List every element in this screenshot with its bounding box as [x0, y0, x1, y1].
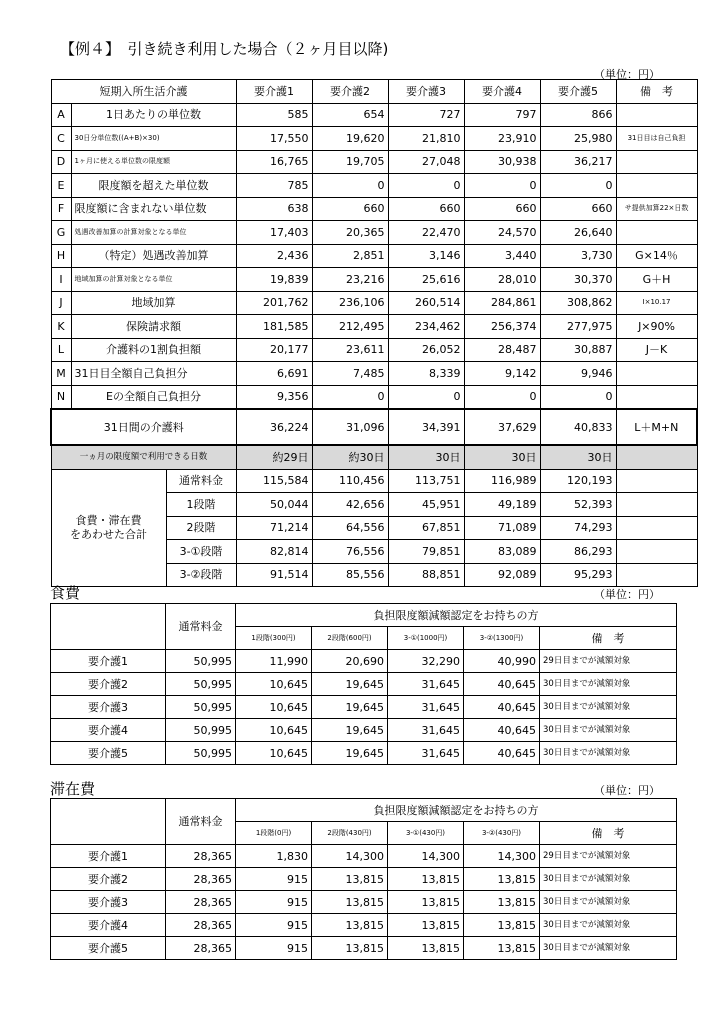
value-cell: 19,839	[236, 268, 312, 292]
value-cell: 31,645	[388, 742, 464, 765]
combined-row	[51, 469, 697, 493]
stage-header: 2段階(430円)	[312, 822, 388, 845]
note-cell	[616, 469, 697, 493]
note-cell: 31日目は自己負担	[616, 127, 697, 151]
value-cell: 17,550	[236, 127, 312, 151]
value-cell: 7,485	[312, 362, 388, 386]
value-cell: 14,300	[464, 845, 540, 868]
table-row	[51, 174, 697, 198]
normal-header: 通常料金	[166, 604, 236, 650]
value-cell: 31,645	[388, 673, 464, 696]
value-cell: 120,193	[540, 469, 616, 493]
value-cell: 13,815	[388, 937, 464, 960]
row-key: F	[51, 197, 71, 221]
row-key: C	[51, 127, 71, 151]
days-label: 一ヵ月の限度額で利用できる日数	[51, 445, 236, 469]
days-note	[616, 445, 697, 469]
value-cell: 1,830	[236, 845, 312, 868]
note-cell	[616, 385, 697, 409]
row-label: 1ヶ月に使える単位数の限度額	[71, 150, 236, 174]
value-cell: 277,975	[540, 315, 616, 339]
table-row	[51, 244, 697, 268]
value-cell: 32,290	[388, 650, 464, 673]
food-unit-label: （単位：円）	[594, 588, 660, 601]
table-row	[51, 150, 697, 174]
note-cell: J－K	[616, 338, 697, 362]
header-cell: 要介護4	[464, 80, 540, 104]
value-cell: 27,048	[388, 150, 464, 174]
table-row	[51, 696, 677, 719]
value-cell: 660	[312, 197, 388, 221]
row-key: N	[51, 385, 71, 409]
note-cell: G＋H	[616, 268, 697, 292]
value-cell: 212,495	[312, 315, 388, 339]
header-cell: 要介護5	[540, 80, 616, 104]
care-level: 要介護1	[51, 845, 166, 868]
days-value: 30日	[388, 445, 464, 469]
value-cell: 30,370	[540, 268, 616, 292]
note-cell: 30日目までが減額対象	[540, 696, 677, 719]
value-cell: 8,339	[388, 362, 464, 386]
note-header: 備 考	[540, 822, 677, 845]
value-cell: 85,556	[312, 563, 388, 587]
value-cell: 13,815	[312, 914, 388, 937]
row-label: 地域加算	[71, 291, 236, 315]
value-cell: 64,556	[312, 516, 388, 540]
value-cell: 16,765	[236, 150, 312, 174]
value-cell: 67,851	[388, 516, 464, 540]
total-value: 40,833	[540, 409, 616, 445]
care-level: 要介護3	[51, 696, 166, 719]
note-cell: J×90%	[616, 315, 697, 339]
note-cell: 30日目までが減額対象	[540, 914, 677, 937]
unit-label: （単位：円）	[594, 68, 660, 81]
table-row	[51, 338, 697, 362]
note-cell	[616, 221, 697, 245]
table-row	[51, 291, 697, 315]
value-cell: 83,089	[464, 540, 540, 564]
value-cell: 50,995	[166, 719, 236, 742]
value-cell: 0	[388, 385, 464, 409]
sub-header-row	[51, 799, 677, 822]
combined-label-line1: 食費・滞在費	[75, 514, 142, 528]
value-cell: 40,645	[464, 719, 540, 742]
value-cell: 13,815	[388, 868, 464, 891]
value-cell: 86,293	[540, 540, 616, 564]
stay-table	[50, 798, 677, 960]
value-cell: 3,146	[388, 244, 464, 268]
value-cell: 14,300	[312, 845, 388, 868]
value-cell: 22,470	[388, 221, 464, 245]
total-value: 34,391	[388, 409, 464, 445]
value-cell: 0	[312, 385, 388, 409]
value-cell: 260,514	[388, 291, 464, 315]
main-header-row	[51, 80, 697, 104]
row-label: 30日分単位数((A+B)×30)	[71, 127, 236, 151]
value-cell: 915	[236, 914, 312, 937]
stay-unit-label: （単位：円）	[594, 784, 660, 797]
value-cell: 11,990	[236, 650, 312, 673]
value-cell: 25,616	[388, 268, 464, 292]
table-row	[51, 268, 697, 292]
table-row	[51, 868, 677, 891]
value-cell: 23,611	[312, 338, 388, 362]
value-cell: 3,440	[464, 244, 540, 268]
note-cell	[616, 362, 697, 386]
group-header: 負担限度額減額認定をお持ちの方	[236, 604, 677, 627]
value-cell: 638	[236, 197, 312, 221]
value-cell: 9,142	[464, 362, 540, 386]
row-key: K	[51, 315, 71, 339]
row-key: H	[51, 244, 71, 268]
value-cell: 23,910	[464, 127, 540, 151]
table-row	[51, 914, 677, 937]
value-cell: 28,010	[464, 268, 540, 292]
value-cell: 236,106	[312, 291, 388, 315]
value-cell: 31,645	[388, 719, 464, 742]
stage-header: 3-①(1000円)	[388, 627, 464, 650]
value-cell: 3,730	[540, 244, 616, 268]
value-cell: 6,691	[236, 362, 312, 386]
value-cell: 19,705	[312, 150, 388, 174]
normal-header: 通常料金	[166, 799, 236, 845]
row-key: G	[51, 221, 71, 245]
group-header: 負担限度額減額認定をお持ちの方	[236, 799, 677, 822]
row-key: M	[51, 362, 71, 386]
stage-header: 3-①(430円)	[388, 822, 464, 845]
value-cell: 40,645	[464, 673, 540, 696]
row-label: 保険請求額	[71, 315, 236, 339]
value-cell: 660	[540, 197, 616, 221]
row-key: D	[51, 150, 71, 174]
note-cell: 29日目までが減額対象	[540, 650, 677, 673]
row-label: 処遇改善加算の計算対象となる単位	[71, 221, 236, 245]
value-cell: 19,645	[312, 742, 388, 765]
table-row	[51, 197, 697, 221]
note-cell: 30日目までが減額対象	[540, 742, 677, 765]
value-cell: 19,645	[312, 696, 388, 719]
value-cell: 0	[540, 174, 616, 198]
care-level: 要介護4	[51, 914, 166, 937]
value-cell: 91,514	[236, 563, 312, 587]
note-cell: 30日目までが減額対象	[540, 937, 677, 960]
total-value: 31,096	[312, 409, 388, 445]
table-row	[51, 845, 677, 868]
table-row	[51, 650, 677, 673]
note-cell	[616, 516, 697, 540]
value-cell: 50,995	[166, 696, 236, 719]
value-cell: 915	[236, 891, 312, 914]
table-row	[51, 221, 697, 245]
value-cell: 19,645	[312, 673, 388, 696]
stage-header: 2段階(600円)	[312, 627, 388, 650]
value-cell: 76,556	[312, 540, 388, 564]
value-cell: 74,293	[540, 516, 616, 540]
value-cell: 915	[236, 937, 312, 960]
value-cell: 30,887	[540, 338, 616, 362]
value-cell: 585	[236, 103, 312, 127]
value-cell: 20,690	[312, 650, 388, 673]
value-cell: 13,815	[464, 891, 540, 914]
note-header: 備 考	[540, 627, 677, 650]
note-cell	[616, 540, 697, 564]
days-value: 約30日	[312, 445, 388, 469]
value-cell: 915	[236, 868, 312, 891]
table-row	[51, 742, 677, 765]
table-row	[51, 673, 677, 696]
days-value: 30日	[540, 445, 616, 469]
sub-header-row	[51, 604, 677, 627]
value-cell: 19,645	[312, 719, 388, 742]
note-cell: 30日目までが減額対象	[540, 891, 677, 914]
note-cell: サ提供加算22×日数	[616, 197, 697, 221]
note-cell: 29日目までが減額対象	[540, 845, 677, 868]
value-cell: 110,456	[312, 469, 388, 493]
value-cell: 20,177	[236, 338, 312, 362]
stage-header: 3-②(1300円)	[464, 627, 540, 650]
note-cell	[616, 103, 697, 127]
care-level: 要介護5	[51, 742, 166, 765]
value-cell: 26,052	[388, 338, 464, 362]
value-cell: 234,462	[388, 315, 464, 339]
note-cell	[616, 174, 697, 198]
value-cell: 40,990	[464, 650, 540, 673]
value-cell: 28,487	[464, 338, 540, 362]
row-key: L	[51, 338, 71, 362]
value-cell: 13,815	[464, 868, 540, 891]
value-cell: 50,995	[166, 650, 236, 673]
combined-name: 通常料金	[166, 469, 236, 493]
row-label: Eの全額自己負担分	[71, 385, 236, 409]
note-cell: I×10.17	[616, 291, 697, 315]
value-cell: 13,815	[388, 891, 464, 914]
value-cell: 866	[540, 103, 616, 127]
value-cell: 49,189	[464, 493, 540, 517]
note-cell: 30日目までが減額対象	[540, 673, 677, 696]
value-cell: 0	[388, 174, 464, 198]
value-cell: 10,645	[236, 742, 312, 765]
row-label: （特定）処遇改善加算	[71, 244, 236, 268]
row-key: A	[51, 103, 71, 127]
value-cell: 45,951	[388, 493, 464, 517]
value-cell: 88,851	[388, 563, 464, 587]
total-value: 36,224	[236, 409, 312, 445]
care-level: 要介護2	[51, 673, 166, 696]
total-value: 37,629	[464, 409, 540, 445]
value-cell: 25,980	[540, 127, 616, 151]
value-cell: 79,851	[388, 540, 464, 564]
value-cell: 116,989	[464, 469, 540, 493]
header-cell: 短期入所生活介護	[51, 80, 236, 104]
note-cell: G×14％	[616, 244, 697, 268]
value-cell: 10,645	[236, 719, 312, 742]
care-level: 要介護2	[51, 868, 166, 891]
value-cell: 26,640	[540, 221, 616, 245]
note-cell	[616, 563, 697, 587]
value-cell: 308,862	[540, 291, 616, 315]
value-cell: 10,645	[236, 696, 312, 719]
value-cell: 28,365	[166, 914, 236, 937]
value-cell: 0	[464, 385, 540, 409]
combined-name: 1段階	[166, 493, 236, 517]
value-cell: 727	[388, 103, 464, 127]
value-cell: 13,815	[388, 914, 464, 937]
table-row	[51, 385, 697, 409]
row-key: I	[51, 268, 71, 292]
value-cell: 13,815	[312, 937, 388, 960]
value-cell: 0	[464, 174, 540, 198]
value-cell: 115,584	[236, 469, 312, 493]
note-cell: 30日目までが減額対象	[540, 868, 677, 891]
table-row	[51, 103, 697, 127]
care-level: 要介護1	[51, 650, 166, 673]
value-cell: 13,815	[312, 891, 388, 914]
value-cell: 19,620	[312, 127, 388, 151]
value-cell: 13,815	[464, 937, 540, 960]
value-cell: 660	[388, 197, 464, 221]
days-row	[51, 445, 697, 469]
care-level: 要介護4	[51, 719, 166, 742]
value-cell: 95,293	[540, 563, 616, 587]
days-value: 30日	[464, 445, 540, 469]
value-cell: 31,645	[388, 696, 464, 719]
value-cell: 14,300	[388, 845, 464, 868]
table-row	[51, 719, 677, 742]
value-cell: 9,356	[236, 385, 312, 409]
table-row	[51, 127, 697, 151]
value-cell: 82,814	[236, 540, 312, 564]
blank-cell	[51, 799, 166, 845]
table-row	[51, 315, 697, 339]
value-cell: 71,214	[236, 516, 312, 540]
stay-section-title: 滞在費	[50, 780, 96, 798]
value-cell: 36,217	[540, 150, 616, 174]
value-cell: 50,044	[236, 493, 312, 517]
value-cell: 0	[312, 174, 388, 198]
value-cell: 52,393	[540, 493, 616, 517]
value-cell: 28,365	[166, 891, 236, 914]
table-row	[51, 891, 677, 914]
value-cell: 71,089	[464, 516, 540, 540]
care-level: 要介護5	[51, 937, 166, 960]
total-row	[51, 409, 697, 445]
value-cell: 13,815	[312, 868, 388, 891]
row-label: 介護料の1割負担額	[71, 338, 236, 362]
header-cell: 要介護1	[236, 80, 312, 104]
row-label: 限度額を超えた単位数	[71, 174, 236, 198]
value-cell: 21,810	[388, 127, 464, 151]
value-cell: 256,374	[464, 315, 540, 339]
value-cell: 50,995	[166, 673, 236, 696]
blank-cell	[51, 604, 166, 650]
value-cell: 2,436	[236, 244, 312, 268]
combined-label-line2: をあわせた合計	[70, 528, 147, 542]
value-cell: 40,645	[464, 696, 540, 719]
value-cell: 50,995	[166, 742, 236, 765]
value-cell: 23,216	[312, 268, 388, 292]
row-key: J	[51, 291, 71, 315]
value-cell: 9,946	[540, 362, 616, 386]
total-note: L＋M+N	[616, 409, 697, 445]
value-cell: 92,089	[464, 563, 540, 587]
value-cell: 17,403	[236, 221, 312, 245]
value-cell: 28,365	[166, 868, 236, 891]
row-key: E	[51, 174, 71, 198]
row-label: 1日あたりの単位数	[71, 103, 236, 127]
care-level: 要介護3	[51, 891, 166, 914]
value-cell: 654	[312, 103, 388, 127]
total-label: 31日間の介護料	[51, 409, 236, 445]
value-cell: 30,938	[464, 150, 540, 174]
page-title: 【例４】 引き続き利用した場合（２ヶ月目以降)	[60, 40, 389, 58]
value-cell: 660	[464, 197, 540, 221]
combined-name: 3-②段階	[166, 563, 236, 587]
days-value: 約29日	[236, 445, 312, 469]
row-label: 31日目全額自己負担分	[71, 362, 236, 386]
value-cell: 24,570	[464, 221, 540, 245]
header-cell: 備 考	[616, 80, 697, 104]
value-cell: 113,751	[388, 469, 464, 493]
value-cell: 785	[236, 174, 312, 198]
combined-name: 3-①段階	[166, 540, 236, 564]
value-cell: 28,365	[166, 845, 236, 868]
value-cell: 201,762	[236, 291, 312, 315]
row-label: 限度額に含まれない単位数	[71, 197, 236, 221]
value-cell: 20,365	[312, 221, 388, 245]
value-cell: 2,851	[312, 244, 388, 268]
value-cell: 0	[540, 385, 616, 409]
combined-name: 2段階	[166, 516, 236, 540]
food-section-title: 食費	[50, 584, 81, 602]
stage-header: 1段階(300円)	[236, 627, 312, 650]
note-cell: 30日目までが減額対象	[540, 719, 677, 742]
table-row	[51, 362, 697, 386]
value-cell: 797	[464, 103, 540, 127]
value-cell: 181,585	[236, 315, 312, 339]
combined-label	[51, 469, 166, 587]
value-cell: 10,645	[236, 673, 312, 696]
table-row	[51, 937, 677, 960]
value-cell: 13,815	[464, 914, 540, 937]
note-cell	[616, 493, 697, 517]
food-table	[50, 603, 677, 765]
header-cell: 要介護2	[312, 80, 388, 104]
value-cell: 42,656	[312, 493, 388, 517]
stage-header: 3-②(430円)	[464, 822, 540, 845]
note-cell	[616, 150, 697, 174]
row-label: 地域加算の計算対象となる単位	[71, 268, 236, 292]
value-cell: 28,365	[166, 937, 236, 960]
value-cell: 40,645	[464, 742, 540, 765]
value-cell: 284,861	[464, 291, 540, 315]
main-care-fee-table	[50, 79, 698, 587]
header-cell: 要介護3	[388, 80, 464, 104]
stage-header: 1段階(0円)	[236, 822, 312, 845]
